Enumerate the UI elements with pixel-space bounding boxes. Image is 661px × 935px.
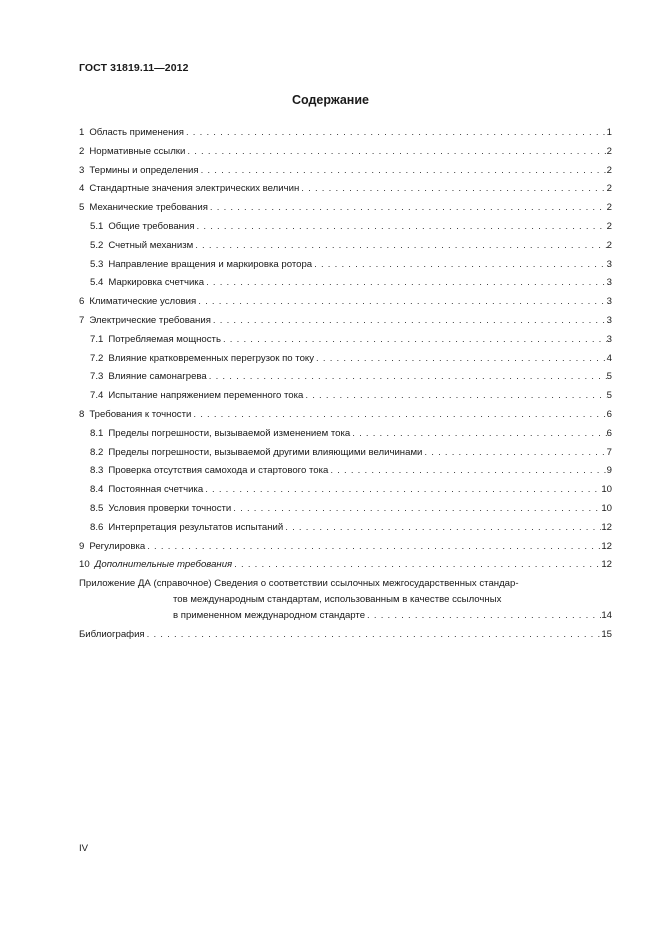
page-title: Содержание: [291, 93, 369, 107]
toc-entry-number: 8.6: [90, 521, 104, 533]
table-of-contents: [79, 124, 612, 645]
toc-entry-label: Влияние кратковременных перегрузок по току: [108, 352, 315, 364]
toc-entry-number: 5.3: [90, 258, 104, 270]
toc-leader-dots: [316, 350, 607, 369]
toc-entry-page: 4: [606, 352, 612, 364]
toc-leader-dots: [314, 256, 607, 275]
toc-entry-label: Требования к точности: [89, 408, 192, 420]
toc-entry-page: 3: [606, 296, 612, 308]
toc-entry-page: 3: [606, 277, 612, 289]
toc-leader-dots: [186, 124, 607, 143]
toc-entry-label: Испытание напряжением переменного тока: [108, 390, 304, 402]
toc-entry-label: Климатические условия: [89, 296, 197, 308]
toc-entry-label: Счетный механизм: [108, 239, 194, 251]
toc-entry[interactable]: [79, 481, 612, 500]
toc-entry-page: 2: [606, 220, 612, 232]
toc-entry-label: Маркировка счетчика: [108, 277, 205, 289]
toc-entry[interactable]: [79, 124, 612, 143]
toc-entry-number: 10: [79, 559, 90, 571]
toc-entry-label: Дополнительные требования: [94, 559, 233, 571]
toc-entry-number: 8.1: [90, 427, 104, 439]
toc-entry-number: 8.2: [90, 446, 104, 458]
toc-leader-dots: [234, 556, 601, 575]
toc-entry-number: 5.2: [90, 239, 104, 251]
toc-entry-number: 7.4: [90, 390, 104, 402]
page-number: IV: [79, 843, 89, 854]
toc-leader-dots: [195, 237, 606, 256]
toc-entry-label: Регулировка: [89, 540, 146, 552]
toc-entry-number: 8.3: [90, 465, 104, 477]
toc-entry-label: Условия проверки точности: [108, 502, 232, 514]
toc-entry-page: 2: [606, 145, 612, 157]
toc-entry-number: 3: [79, 164, 85, 176]
annex-line-3: в примененном международном стандарте: [173, 610, 366, 622]
bibliography-page: 15: [601, 629, 612, 641]
toc-entry-label: Пределы погрешности, вызываемой другими влияющими величинами: [108, 446, 423, 458]
toc-entry-label: Проверка отсутствия самохода и стартового тока: [108, 465, 329, 477]
toc-entry-number: 6: [79, 296, 85, 308]
toc-entry[interactable]: [79, 274, 612, 293]
toc-entry[interactable]: [79, 444, 612, 463]
bibliography-label: Библиография: [79, 629, 145, 641]
toc-entry-page: 3: [606, 258, 612, 270]
toc-entry-label: Электрические требования: [89, 314, 211, 326]
toc-leader-dots: [147, 538, 601, 557]
toc-leader-dots: [301, 180, 606, 199]
toc-entry-number: 5.4: [90, 277, 104, 289]
toc-entry-page: 12: [601, 559, 612, 571]
toc-entry[interactable]: [79, 162, 612, 181]
toc-entry-page: 10: [601, 484, 612, 496]
toc-leader-dots: [233, 500, 601, 519]
toc-entry[interactable]: [79, 556, 612, 575]
toc-entry-label: Стандартные значения электрических величин: [89, 183, 300, 195]
toc-leader-dots: [424, 444, 606, 463]
toc-entry-label: Влияние самонагрева: [108, 371, 207, 383]
toc-leader-dots: [198, 293, 606, 312]
toc-leader-dots: [147, 626, 602, 645]
toc-entry-page: 1: [606, 127, 612, 138]
toc-leader-dots: [205, 481, 601, 500]
toc-entry[interactable]: [79, 538, 612, 557]
toc-leader-dots: [213, 312, 607, 331]
toc-leader-dots: [223, 331, 607, 350]
toc-entry-label: Механические требования: [89, 202, 208, 214]
toc-entry[interactable]: [79, 425, 612, 444]
toc-entry[interactable]: [79, 256, 612, 275]
toc-entry-page: 6: [606, 427, 612, 439]
toc-entry[interactable]: [79, 143, 612, 162]
toc-entry[interactable]: [79, 350, 612, 369]
toc-entry-label: Интерпретация результатов испытаний: [108, 521, 284, 533]
toc-leader-dots: [187, 143, 606, 162]
standard-designation: ГОСТ 31819.11—2012: [79, 62, 189, 74]
toc-entry[interactable]: [79, 180, 612, 199]
annex-page: 14: [601, 610, 612, 622]
toc-leader-dots: [330, 462, 606, 481]
toc-entry-label: Термины и определения: [89, 164, 199, 176]
toc-entry-label: Общие требования: [108, 220, 195, 232]
toc-entry[interactable]: [79, 293, 612, 312]
toc-entry-page: 2: [606, 183, 612, 195]
toc-entry[interactable]: [79, 387, 612, 406]
toc-leader-dots: [209, 368, 607, 387]
toc-entry-page: 5: [606, 390, 612, 402]
toc-entry-label: Постоянная счетчика: [108, 484, 204, 496]
toc-leader-dots: [305, 387, 606, 406]
toc-entry[interactable]: [79, 462, 612, 481]
toc-entry-label: Область применения: [89, 127, 184, 138]
toc-entry-page: 2: [606, 239, 612, 251]
toc-entry-label: Направление вращения и маркировка ротора: [108, 258, 313, 270]
toc-entry-number: 8: [79, 408, 85, 420]
toc-leader-dots: [201, 162, 607, 181]
toc-leader-dots: [285, 519, 601, 538]
toc-entry-number: 8.4: [90, 484, 104, 496]
toc-entry-number: 5.1: [90, 220, 104, 232]
toc-entry[interactable]: [79, 368, 612, 387]
toc-entry-page: 2: [606, 202, 612, 214]
toc-entry-page: 3: [606, 333, 612, 345]
toc-leader-dots: [367, 608, 601, 624]
toc-annex-entry[interactable]: [79, 576, 612, 624]
toc-entry-page: 7: [606, 446, 612, 458]
toc-entry[interactable]: [79, 237, 612, 256]
toc-entry-number: 8.5: [90, 502, 104, 514]
toc-entry-number: 7.1: [90, 333, 104, 345]
toc-leader-dots: [210, 199, 607, 218]
toc-entry-number: 9: [79, 540, 85, 552]
toc-bibliography-entry[interactable]: [79, 626, 612, 645]
toc-entry-number: 7: [79, 314, 85, 326]
toc-entry-page: 5: [606, 371, 612, 383]
toc-entry-label: Нормативные ссылки: [89, 145, 186, 157]
toc-leader-dots: [197, 218, 607, 237]
toc-entry-page: 9: [606, 465, 612, 477]
toc-entry-label: Потребляемая мощность: [108, 333, 221, 345]
toc-entry[interactable]: [79, 199, 612, 218]
toc-entry-number: 4: [79, 183, 85, 195]
toc-entry-number: 1: [79, 127, 85, 138]
toc-leader-dots: [352, 425, 606, 444]
toc-entry[interactable]: [79, 406, 612, 425]
toc-entry[interactable]: [79, 500, 612, 519]
toc-leader-dots: [193, 406, 606, 425]
annex-line-2: тов международным стандартам, использованным в качестве ссылочных: [173, 594, 502, 606]
toc-entry-number: 7.2: [90, 352, 104, 364]
toc-entry[interactable]: [79, 218, 612, 237]
toc-entry-page: 10: [601, 502, 612, 514]
toc-leader-dots: [206, 274, 607, 293]
toc-entry-label: Пределы погрешности, вызываемой изменением тока: [108, 427, 351, 439]
toc-entry-number: 2: [79, 145, 85, 157]
annex-line-1: Приложение ДА (справочное) Сведения о соответствии ссылочных межгосударственных стандар-: [79, 578, 519, 590]
toc-entry-page: 2: [606, 164, 612, 176]
toc-entry-number: 7.3: [90, 371, 104, 383]
toc-entry-page: 6: [606, 408, 612, 420]
toc-entry[interactable]: [79, 331, 612, 350]
toc-entry[interactable]: [79, 519, 612, 538]
toc-entry-number: 5: [79, 202, 85, 214]
toc-entry-page: 12: [601, 521, 612, 533]
toc-entry-page: 12: [601, 540, 612, 552]
toc-entry[interactable]: [79, 312, 612, 331]
toc-entry-page: 3: [606, 314, 612, 326]
